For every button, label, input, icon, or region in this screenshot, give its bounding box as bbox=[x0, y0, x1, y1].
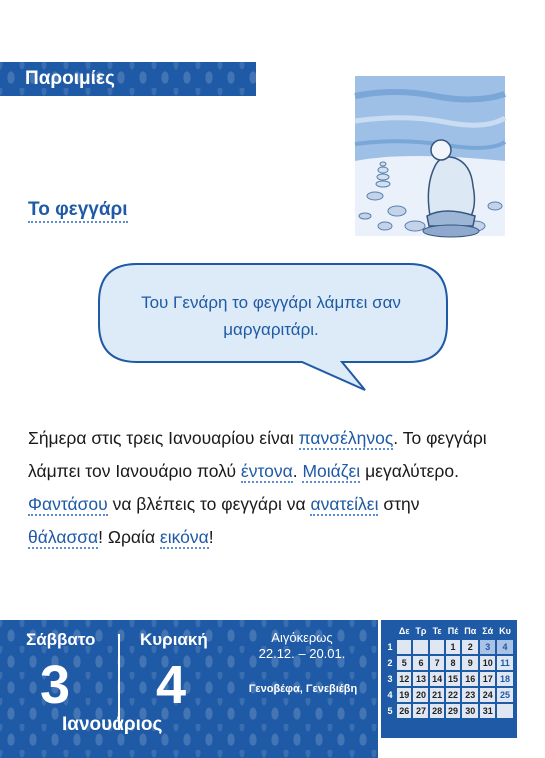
calendar-day: 4 bbox=[497, 640, 513, 654]
calendar-corner bbox=[385, 624, 395, 638]
calendar-day: 14 bbox=[432, 674, 443, 684]
body-text: ! Ωραία bbox=[98, 527, 160, 547]
calendar-empty-cell bbox=[413, 640, 428, 654]
week-number: 4 bbox=[387, 690, 393, 700]
calendar-day: 17 bbox=[480, 672, 495, 686]
calendar-day: 24 bbox=[480, 688, 495, 702]
vocab-word: Μοιάζει bbox=[302, 461, 361, 481]
calendar-day: 12 bbox=[397, 672, 411, 686]
week-number: 5 bbox=[387, 706, 393, 716]
calendar-table bbox=[383, 622, 515, 720]
body-paragraph bbox=[28, 422, 528, 554]
calendar-empty-cell bbox=[497, 704, 513, 718]
calendar-weekday-row bbox=[385, 624, 513, 638]
calendar-day: 10 bbox=[480, 656, 495, 670]
zodiac-name: Αιγόκερως bbox=[271, 630, 333, 645]
topic-title bbox=[28, 199, 128, 221]
weekday-header: Σά bbox=[482, 626, 494, 636]
week-number: 2 bbox=[387, 658, 393, 668]
body-text: ! bbox=[208, 527, 214, 547]
topic-title-text: Το φεγγάρι bbox=[28, 199, 128, 223]
mini-calendar bbox=[381, 620, 517, 738]
calendar-day: 30 bbox=[462, 704, 478, 718]
weekday-header: Τρ bbox=[415, 626, 427, 636]
calendar-day: 29 bbox=[446, 704, 460, 718]
vocab-word: Φαντάσου bbox=[28, 494, 108, 514]
calendar-day: 22 bbox=[446, 688, 460, 702]
name-days: Γενοβέφα, Γενεβιέβη bbox=[248, 683, 358, 695]
weekday-header: Δε bbox=[398, 626, 410, 636]
calendar-day: 20 bbox=[413, 688, 428, 702]
calendar-day: 2 bbox=[462, 640, 478, 654]
week-number: 1 bbox=[387, 642, 393, 652]
day1-name: Σάββατο bbox=[26, 630, 96, 649]
calendar-day: 27 bbox=[413, 704, 428, 718]
vocab-word: εικόνα bbox=[159, 527, 209, 547]
calendar-day: 19 bbox=[397, 688, 411, 702]
weekday-header: Τε bbox=[432, 626, 442, 636]
calendar-week-row bbox=[385, 688, 513, 702]
body-text: μεγαλύτερο. bbox=[360, 461, 459, 481]
calendar-day: 23 bbox=[462, 688, 478, 702]
calendar-day: 28 bbox=[432, 706, 443, 716]
proverb-line-1: Του Γενάρη το φεγγάρι λάμπει σαν bbox=[141, 293, 401, 312]
calendar-day: 7 bbox=[430, 656, 444, 670]
calendar-day: 9 bbox=[462, 656, 478, 670]
body-text: . Το φεγγάρι λάμπει τον Ιανουάριο πολύ bbox=[28, 428, 487, 481]
zodiac-dates: 22.12. – 20.01. bbox=[258, 646, 346, 661]
calendar-day: 8 bbox=[446, 656, 460, 670]
calendar-day: 13 bbox=[413, 672, 428, 686]
vocab-word: ανατείλει bbox=[310, 494, 379, 514]
calendar-day: 3 bbox=[480, 640, 495, 654]
proverb-text bbox=[112, 289, 430, 343]
body-text: . bbox=[292, 461, 303, 481]
calendar-day: 1 bbox=[446, 640, 460, 654]
calendar-day: 21 bbox=[432, 690, 443, 700]
day1-number: 3 bbox=[40, 655, 71, 715]
body-text: στην bbox=[378, 494, 420, 514]
week-number: 3 bbox=[387, 674, 393, 684]
month-name: Ιανουάριος bbox=[62, 714, 163, 735]
proverb-line-2: μαργαριτάρι. bbox=[223, 320, 319, 339]
zodiac-info bbox=[238, 630, 366, 662]
calendar-empty-cell bbox=[430, 640, 444, 654]
calendar-day: 25 bbox=[497, 688, 513, 702]
calendar-day: 26 bbox=[397, 704, 411, 718]
weekday-header: Πα bbox=[464, 626, 477, 636]
body-text: Σήμερα στις τρεις Ιανουαρίου είναι bbox=[28, 428, 299, 448]
weekday-header: Κυ bbox=[499, 626, 511, 636]
vocab-word: έντονα bbox=[240, 461, 293, 481]
calendar-day: 6 bbox=[413, 656, 428, 670]
vocab-word: πανσέληνος bbox=[298, 428, 394, 448]
calendar-week-row bbox=[385, 656, 513, 670]
date-footer bbox=[0, 620, 378, 758]
calendar-week-row bbox=[385, 672, 513, 686]
man-sitting-by-sea-illustration bbox=[345, 66, 515, 241]
calendar-week-row bbox=[385, 704, 513, 718]
calendar-day: 5 bbox=[397, 656, 411, 670]
body-text: να βλέπεις το φεγγάρι να bbox=[107, 494, 311, 514]
calendar-day: 15 bbox=[446, 672, 460, 686]
section-title: Παροιμίες bbox=[25, 68, 115, 89]
calendar-day: 11 bbox=[497, 656, 513, 670]
weekday-header: Πέ bbox=[447, 626, 459, 636]
day2-name: Κυριακή bbox=[140, 630, 208, 649]
day2-number: 4 bbox=[156, 655, 187, 715]
vocab-word: θάλασσα bbox=[28, 527, 99, 547]
calendar-day: 18 bbox=[497, 672, 513, 686]
section-header bbox=[0, 62, 256, 96]
calendar-week-row bbox=[385, 640, 513, 654]
calendar-day: 16 bbox=[462, 672, 478, 686]
calendar-empty-cell bbox=[397, 640, 411, 654]
calendar-day: 31 bbox=[480, 704, 495, 718]
